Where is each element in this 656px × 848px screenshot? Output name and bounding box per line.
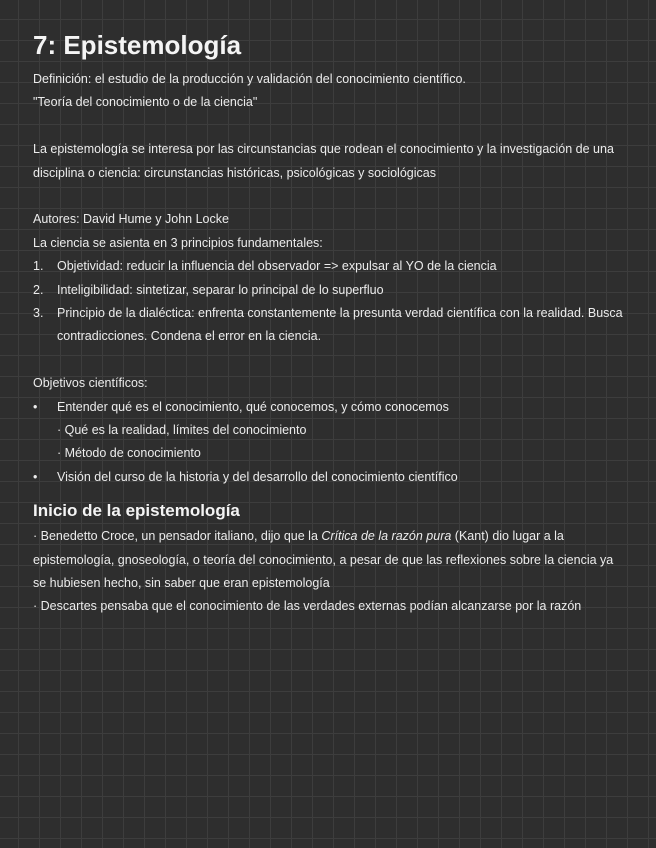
list-item-text: Entender qué es el conocimiento, qué conocemos, y cómo conocemos [57,399,449,414]
principles-list [33,255,626,349]
croce-text-end: (Kant) dio lugar a la epistemología, gnoseología, o teoría del conocimiento, a pesar de que las reflexiones sobre la ciencia ya se hubiesen hecho, sin saber que eran epistemología [33,529,614,591]
definition-text: Definición: el estudio de la producción y validación del conocimiento científico. [33,72,466,86]
quote-text: "Teoría del conocimiento o de la ciencia" [33,95,258,110]
principles-intro: La ciencia se asienta en 3 principios fundamentales: [33,235,323,250]
sub-item: · Método de conocimiento [57,446,201,461]
list-item-text: Visión del curso de la historia y del desarrollo del conocimiento científico [57,469,458,484]
list-item-text: Inteligibilidad: sintetizar, separar lo principal de lo superfluo [57,282,384,297]
spacer [33,349,626,372]
objectives-title: Objetivos científicos: [33,376,148,391]
objectives-list-continued [33,466,626,489]
list-item [33,255,626,278]
sub-item: · Qué es la realidad, límites del conocimiento [57,423,307,438]
bullet-icon: • [33,399,38,414]
objectives-list [33,396,626,419]
list-item [33,279,626,302]
descartes-paragraph: · Descartes pensaba que el conocimiento de las verdades externas podían alcanzarse por la razón [33,599,582,614]
list-item-text: Principio de la dialéctica: enfrenta constantemente la presunta verdad científica con la realidad. Busca contradicciones. Condena el error en la ciencia. [57,306,623,344]
list-item-text: Objetividad: reducir la influencia del observador => expulsar al YO de la ciencia [57,259,497,274]
croce-paragraph [33,525,626,595]
list-number: 2. [33,282,44,297]
spacer [33,115,626,138]
list-item [33,396,626,419]
list-number: 1. [33,259,44,274]
page-title: 7: Epistemología [33,30,242,60]
list-item [33,302,626,349]
list-number: 3. [33,306,44,321]
list-item [33,466,626,489]
croce-text-start: · Benedetto Croce, un pensador italiano, dijo que la [33,529,322,544]
book-title: Crítica de la razón pura [321,529,452,544]
intro-paragraph: La epistemología se interesa por las circunstancias que rodean el conocimiento y la investigación de una disciplina o ciencia: circunstancias históricas, psicológicas y sociológicas [33,142,614,180]
section-heading: Inicio de la epistemología [33,501,240,521]
spacer [33,185,626,208]
authors-text: Autores: David Hume y John Locke [33,212,229,227]
bullet-icon: • [33,469,38,484]
